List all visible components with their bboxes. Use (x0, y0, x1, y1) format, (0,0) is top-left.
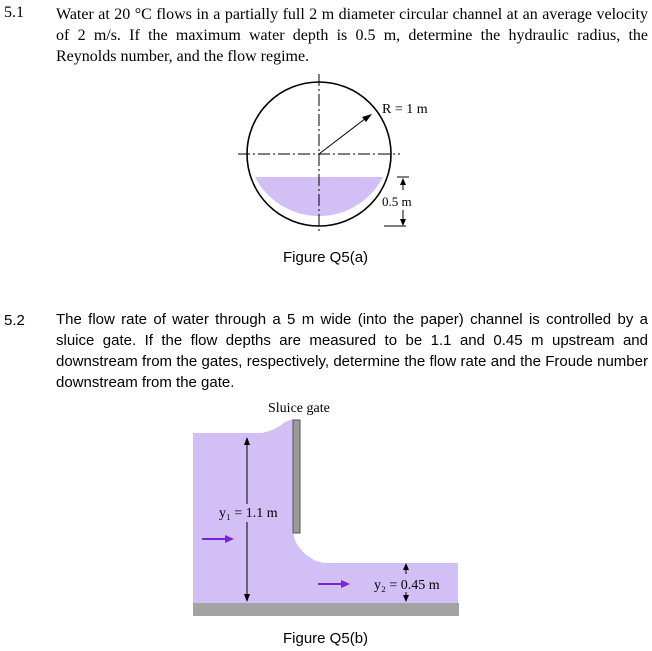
figure-q5b-caption: Figure Q5(b) (283, 630, 369, 647)
y2-label: y₂ = 0.45 m (374, 578, 440, 593)
channel-floor (193, 603, 459, 616)
problem-number-5-1: 5.1 (4, 4, 24, 21)
sluice-gate (293, 420, 300, 533)
radius-label: R = 1 m (382, 102, 428, 117)
problem-text-5-2: The flow rate of water through a 5 m wide (into the paper) channel is controlled by a sluice gate. If the flow depths are measured to be 1.1 and 0.45 m upstream and downstream from the gates, respectively, determine the flow rate and the Froude number downstream from the gate. (56, 311, 648, 391)
depth-label: 0.5 m (382, 194, 412, 209)
y1-label: y₁ = 1.1 m (219, 506, 278, 521)
problem-text-5-1: Water at 20 °C flows in a partially full 2 m diameter circular channel at an average velocity of 2 m/s. If the maximum water depth is 0.5 m, determine the hydraulic radius, the Reynolds number, and the flow regime. (56, 6, 648, 65)
sluice-gate-label: Sluice gate (268, 401, 330, 416)
figure-q5a-caption: Figure Q5(a) (283, 249, 369, 266)
problem-number-5-2: 5.2 (4, 312, 25, 329)
